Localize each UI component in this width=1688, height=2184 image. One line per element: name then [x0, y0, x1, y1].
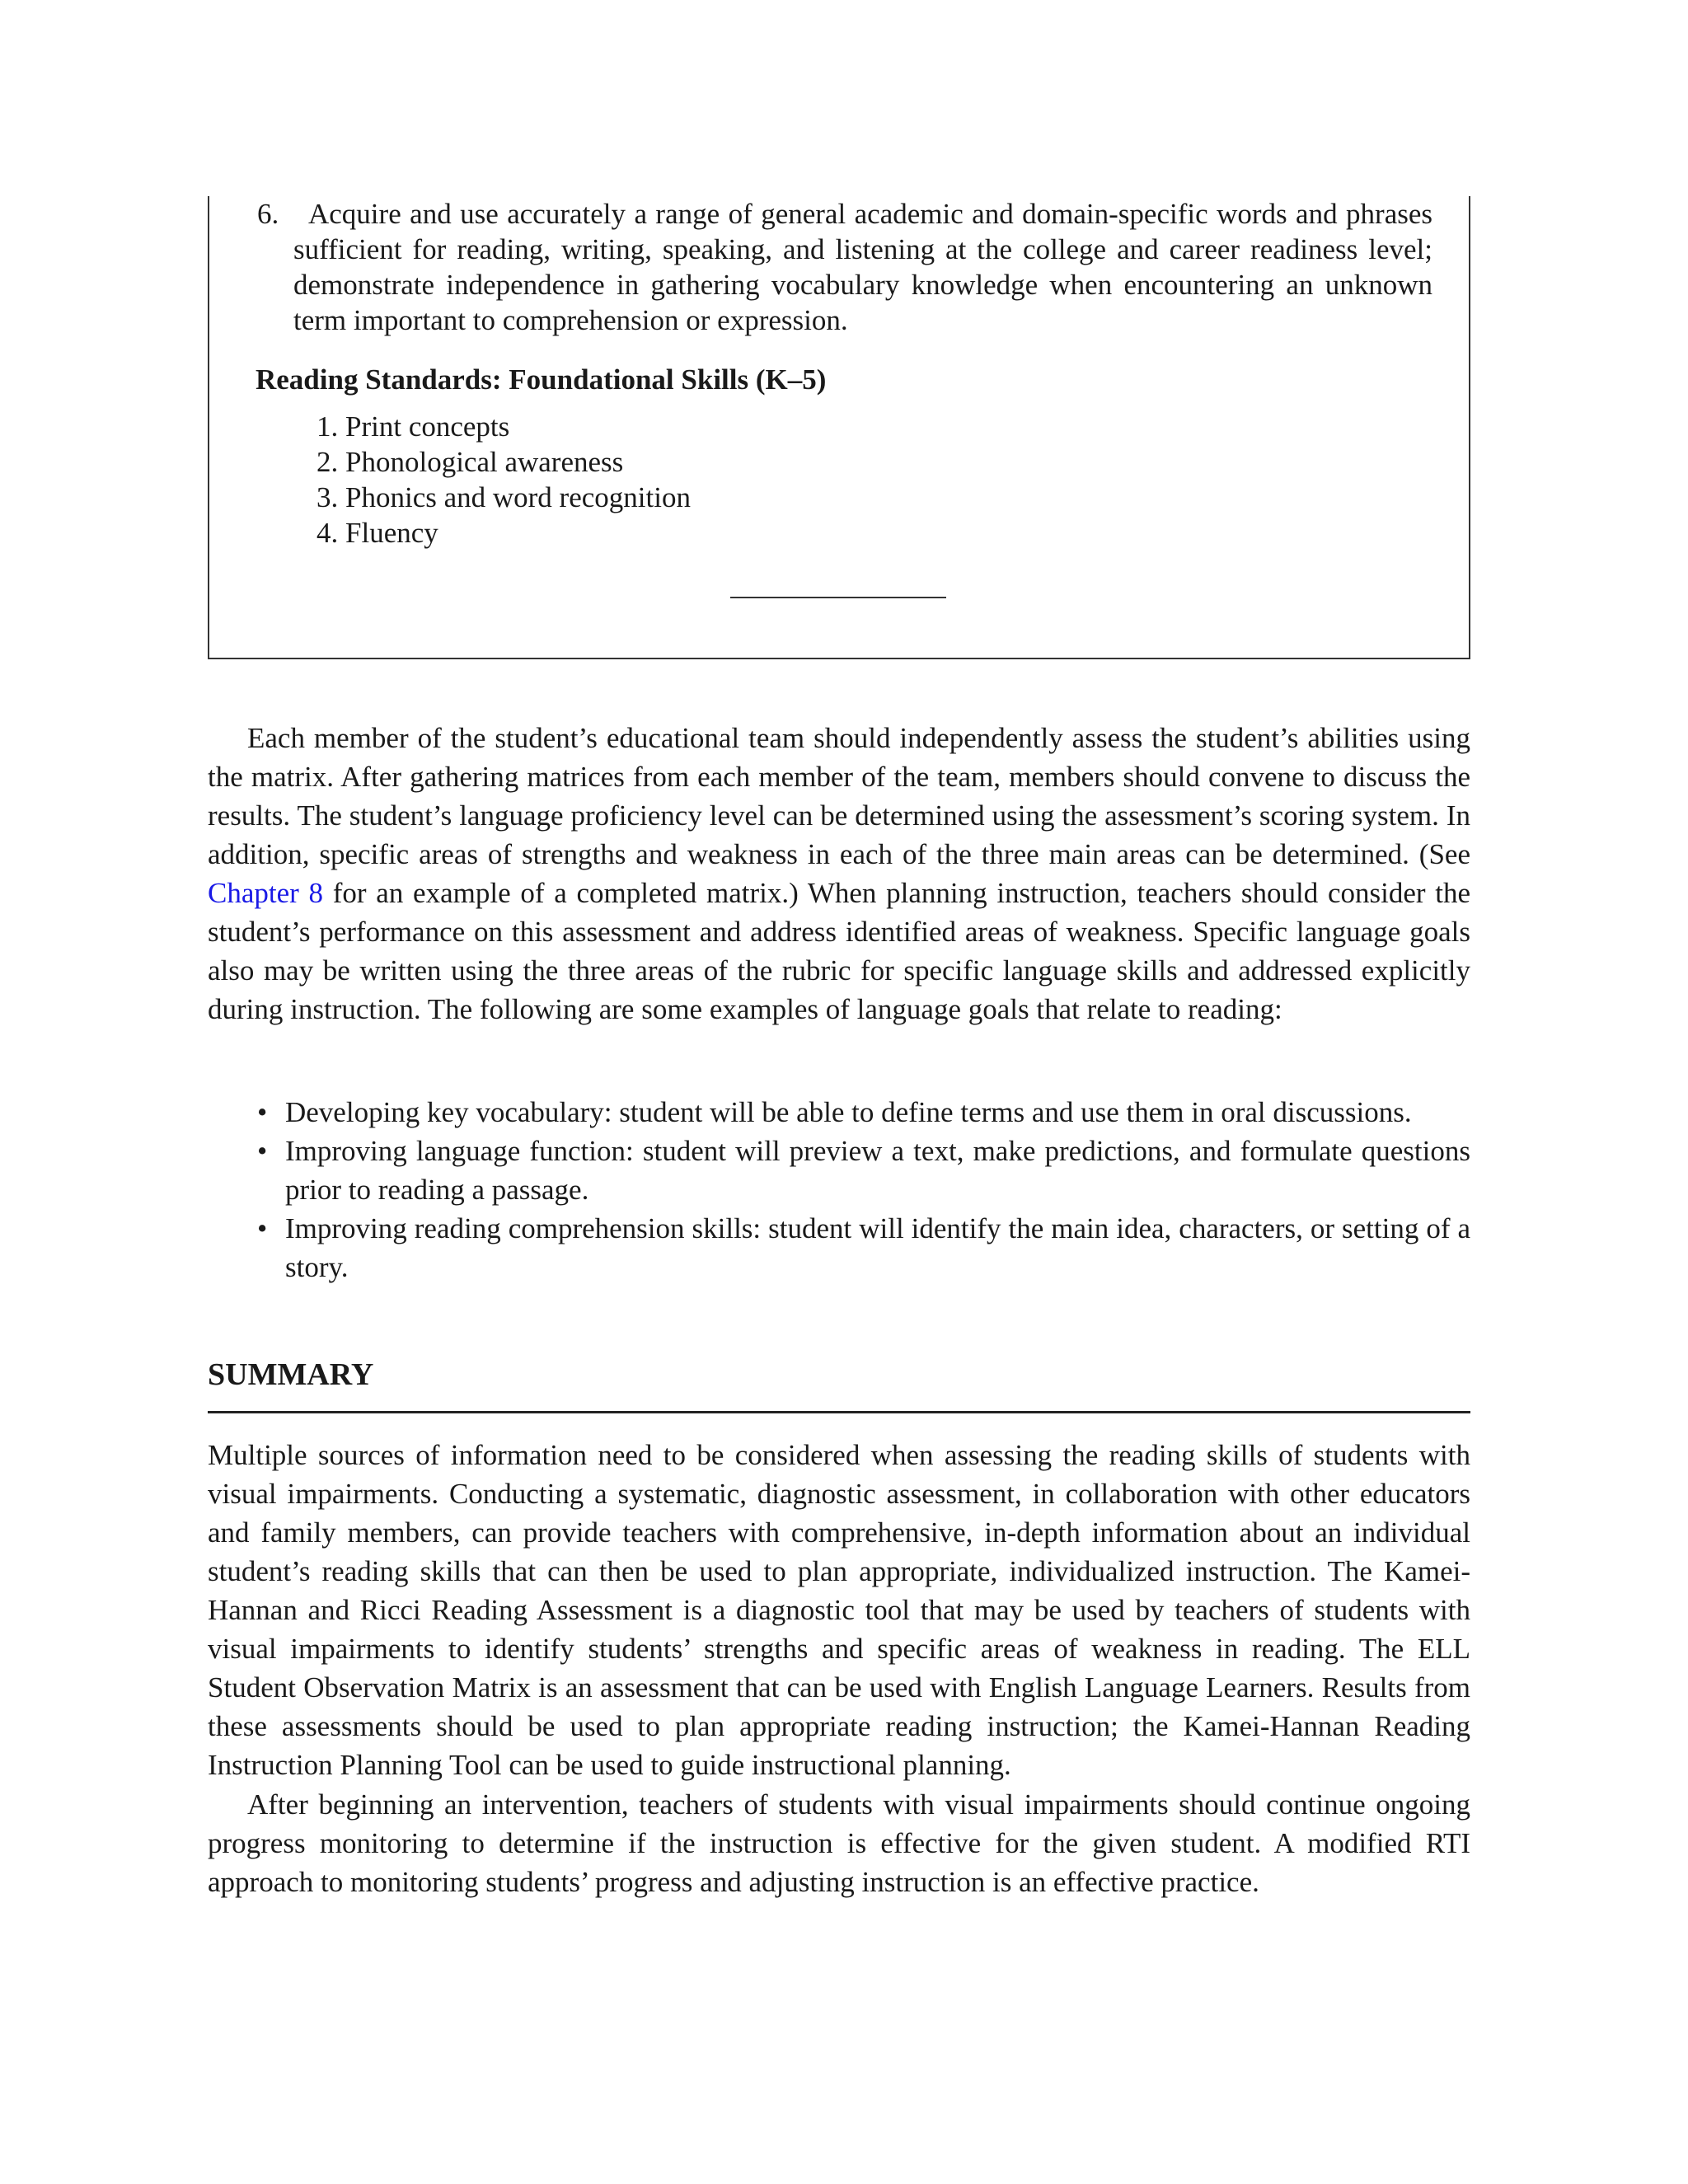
- standard-item-text: Acquire and use accurately a range of general academic and domain-specific words and phrases sufficient for reading, writing, speaking, and listening at the college and career readiness level; demonstrate independence in gathering vocabulary knowledge when encountering an unknown term important to comprehension or expression.: [293, 198, 1432, 336]
- list-item: 2. Phonological awareness: [316, 446, 624, 478]
- list-item: 3. Phonics and word recognition: [316, 481, 691, 513]
- list-item: 4. Fluency: [316, 517, 438, 549]
- foundational-skills-heading: Reading Standards: Foundational Skills (K–5): [256, 363, 827, 396]
- body-paragraph: Each member of the student’s educational team should independently assess the student’s abilities using the matrix. After gathering matrices from each member of the team, members should convene to discuss the results. The student’s language proficiency level can be determined using the assessment’s scoring system. In addition, specific areas of strengths and weakness in each of the three main areas can be determined. (See Chapter 8 for an example of a completed matrix.) When planning instruction, teachers should consider the student’s performance on this assessment and address identified areas of weakness. Specific language goals also may be written using the three areas of the rubric for specific language skills and addressed explicitly during instruction. The following are some examples of language goals that relate to reading:: [208, 722, 1471, 1025]
- chapter-8-link[interactable]: Chapter 8: [208, 877, 324, 909]
- summary-paragraph: After beginning an intervention, teachers of students with visual impairments should continue ongoing progress monitoring to determine if the instruction is effective for the given student. A modified RTI approach to monitoring students’ progress and adjusting instruction is an effective practice.: [208, 1788, 1470, 1898]
- list-item: • Improving reading comprehension skills: student will identify the main idea, characters, or setting of a story.: [208, 1209, 1470, 1286]
- list-item: • Improving language function: student will preview a text, make predictions, and formulate questions prior to reading a passage.: [208, 1132, 1470, 1209]
- language-goals-list: [208, 1093, 1470, 1286]
- foundational-skills-list: [316, 409, 691, 551]
- bullet-icon: •: [257, 1096, 268, 1128]
- standards-box: [208, 196, 1470, 659]
- section-divider: [208, 1411, 1470, 1413]
- list-item: • Developing key vocabulary: student will be able to define terms and use them in oral discussions.: [208, 1093, 1470, 1132]
- summary-heading: SUMMARY: [208, 1357, 374, 1392]
- standard-item-6: [257, 196, 1432, 338]
- bullet-icon: •: [257, 1135, 268, 1167]
- summary-paragraph: Multiple sources of information need to be considered when assessing the reading skills of students with visual impairments. Conducting a systematic, diagnostic assessment, in collaboration with other educators and family members, can provide teachers with comprehensive, in-depth information about an individual student’s reading skills that can then be used to plan appropriate, individualized instruction. The Kamei-Hannan and Ricci Reading Assessment is a diagnostic tool that may be used by teachers of students with visual impairments to identify students’ strengths and specific areas of weakness in reading. The ELL Student Observation Matrix is an assessment that can be used with English Language Learners. Results from these assessments should be used to plan appropriate reading instruction; the Kamei-Hannan Reading Instruction Planning Tool can be used to guide instructional planning.: [208, 1439, 1470, 1781]
- box-divider: [730, 597, 946, 598]
- standard-item-number: 6.: [257, 198, 279, 230]
- bullet-icon: •: [257, 1212, 268, 1244]
- list-item: 1. Print concepts: [316, 410, 510, 443]
